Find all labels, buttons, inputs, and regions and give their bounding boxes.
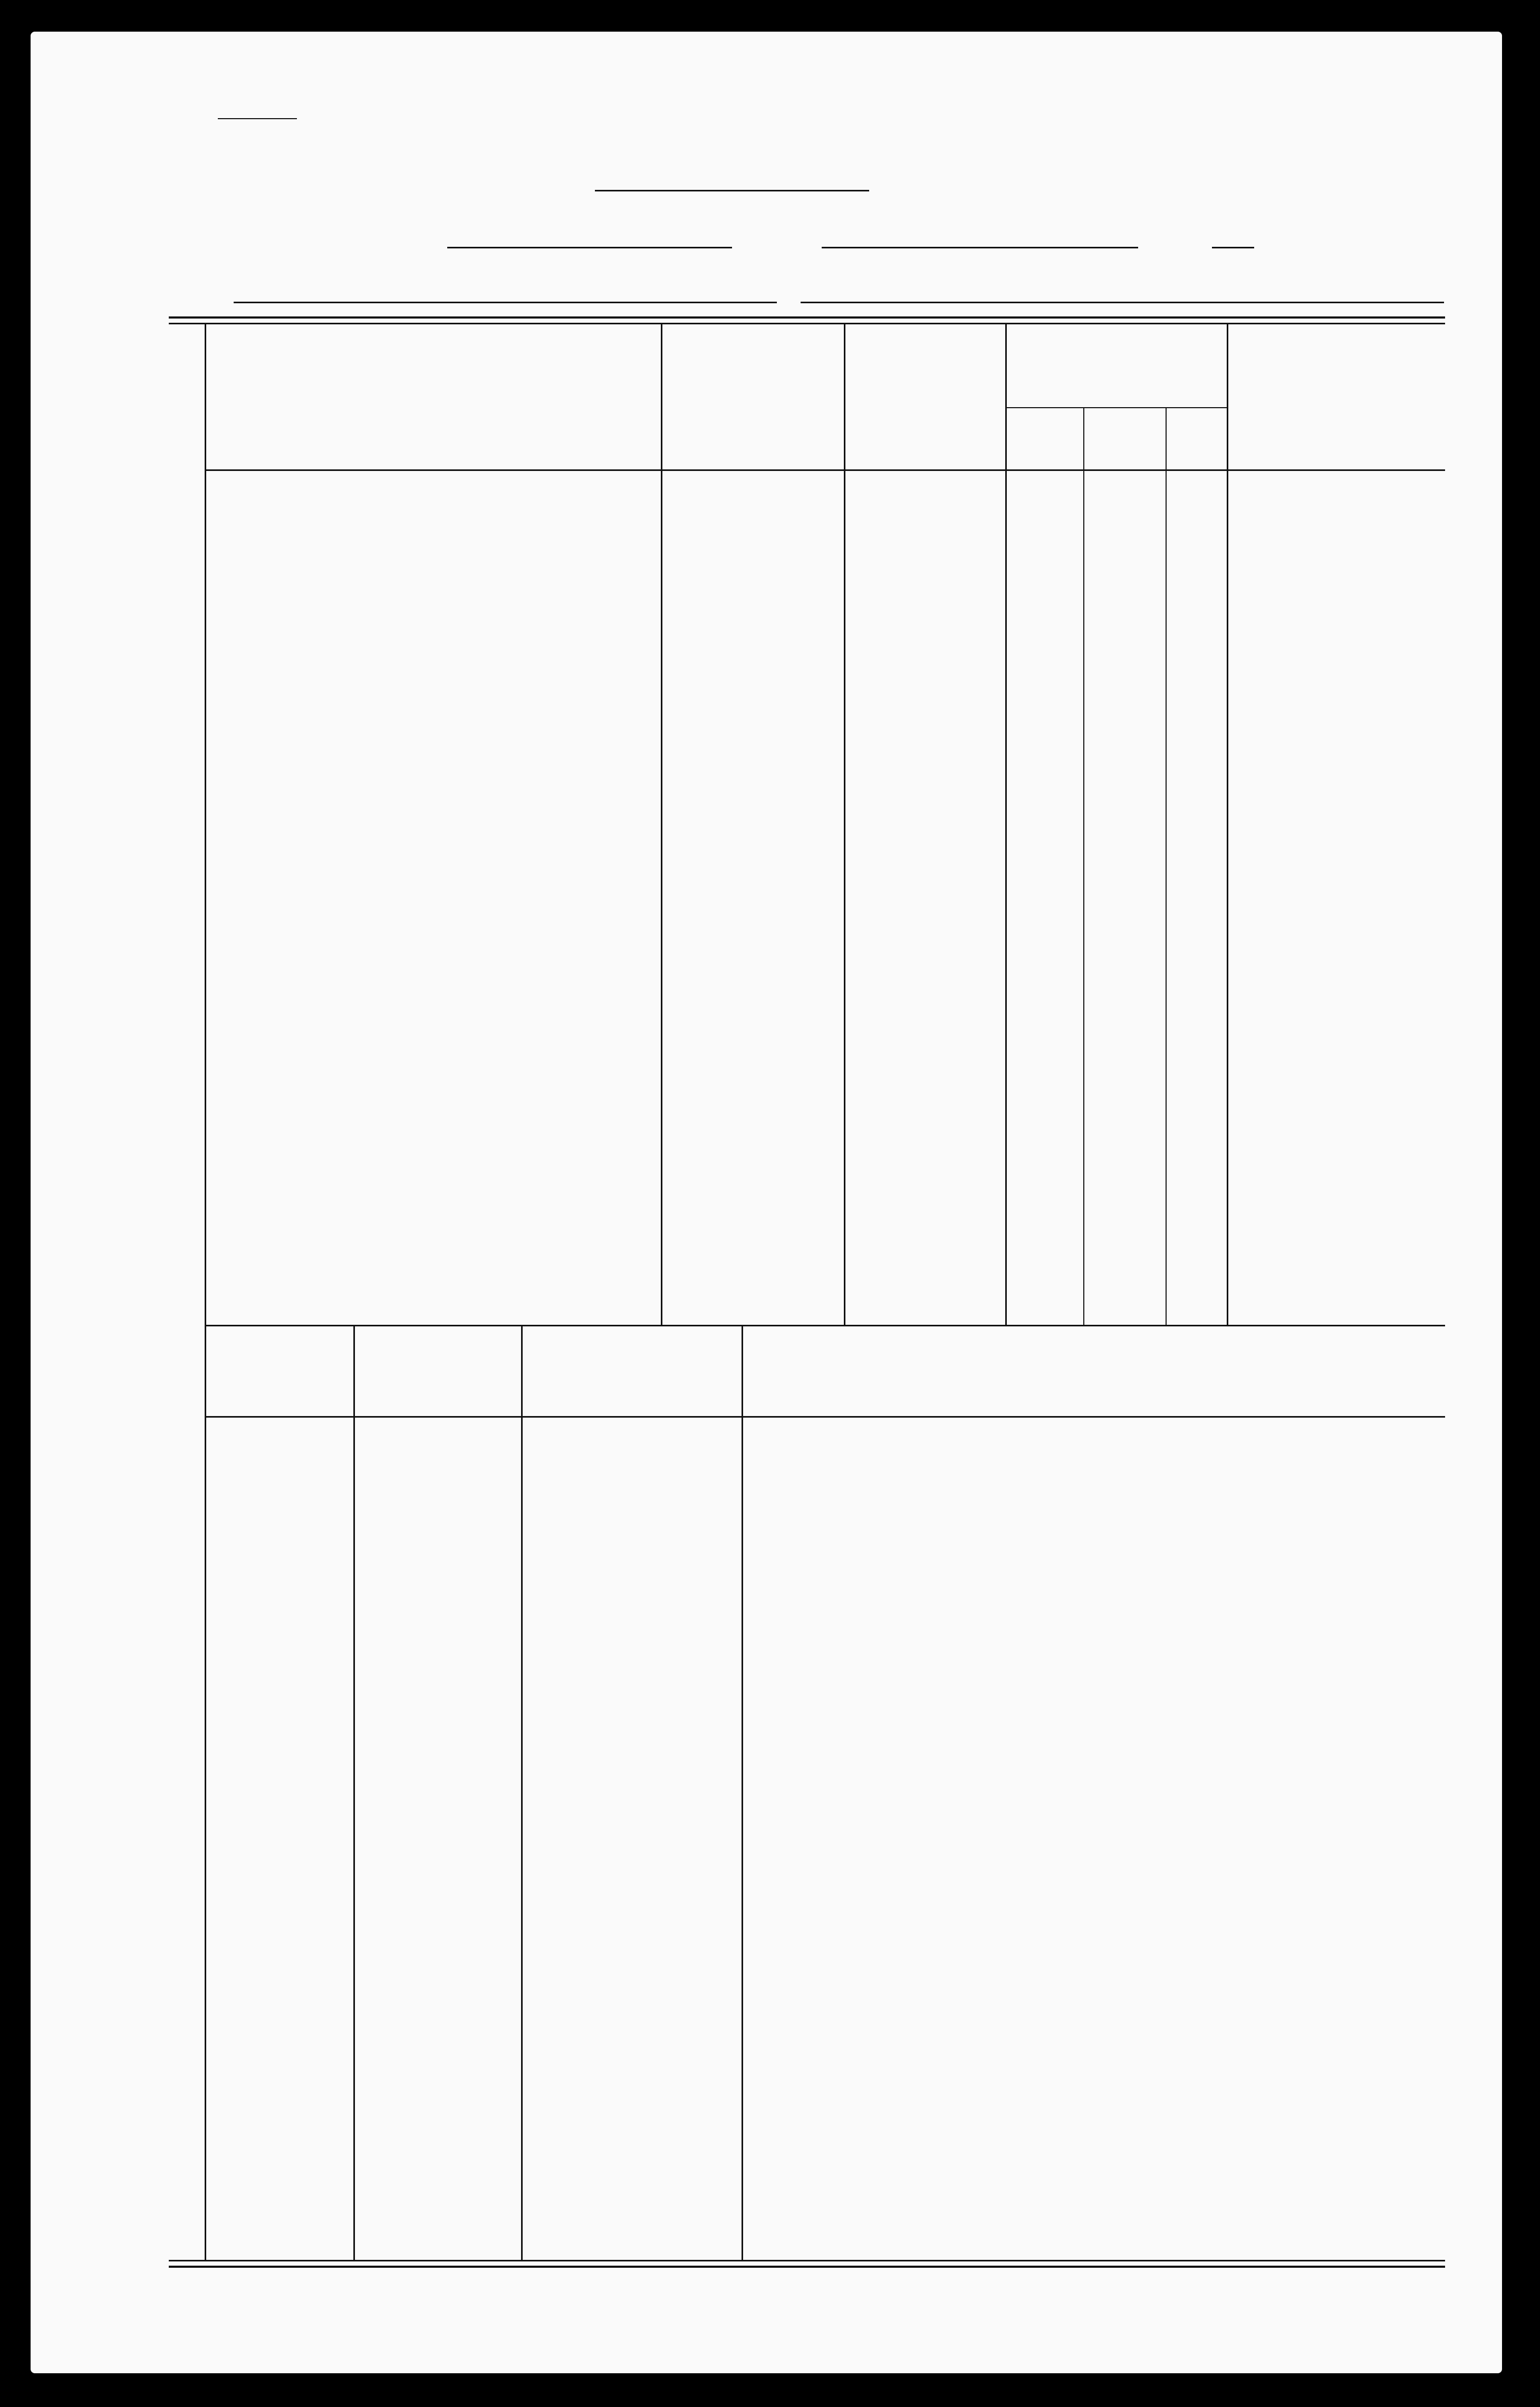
document-page xyxy=(31,32,1502,2373)
